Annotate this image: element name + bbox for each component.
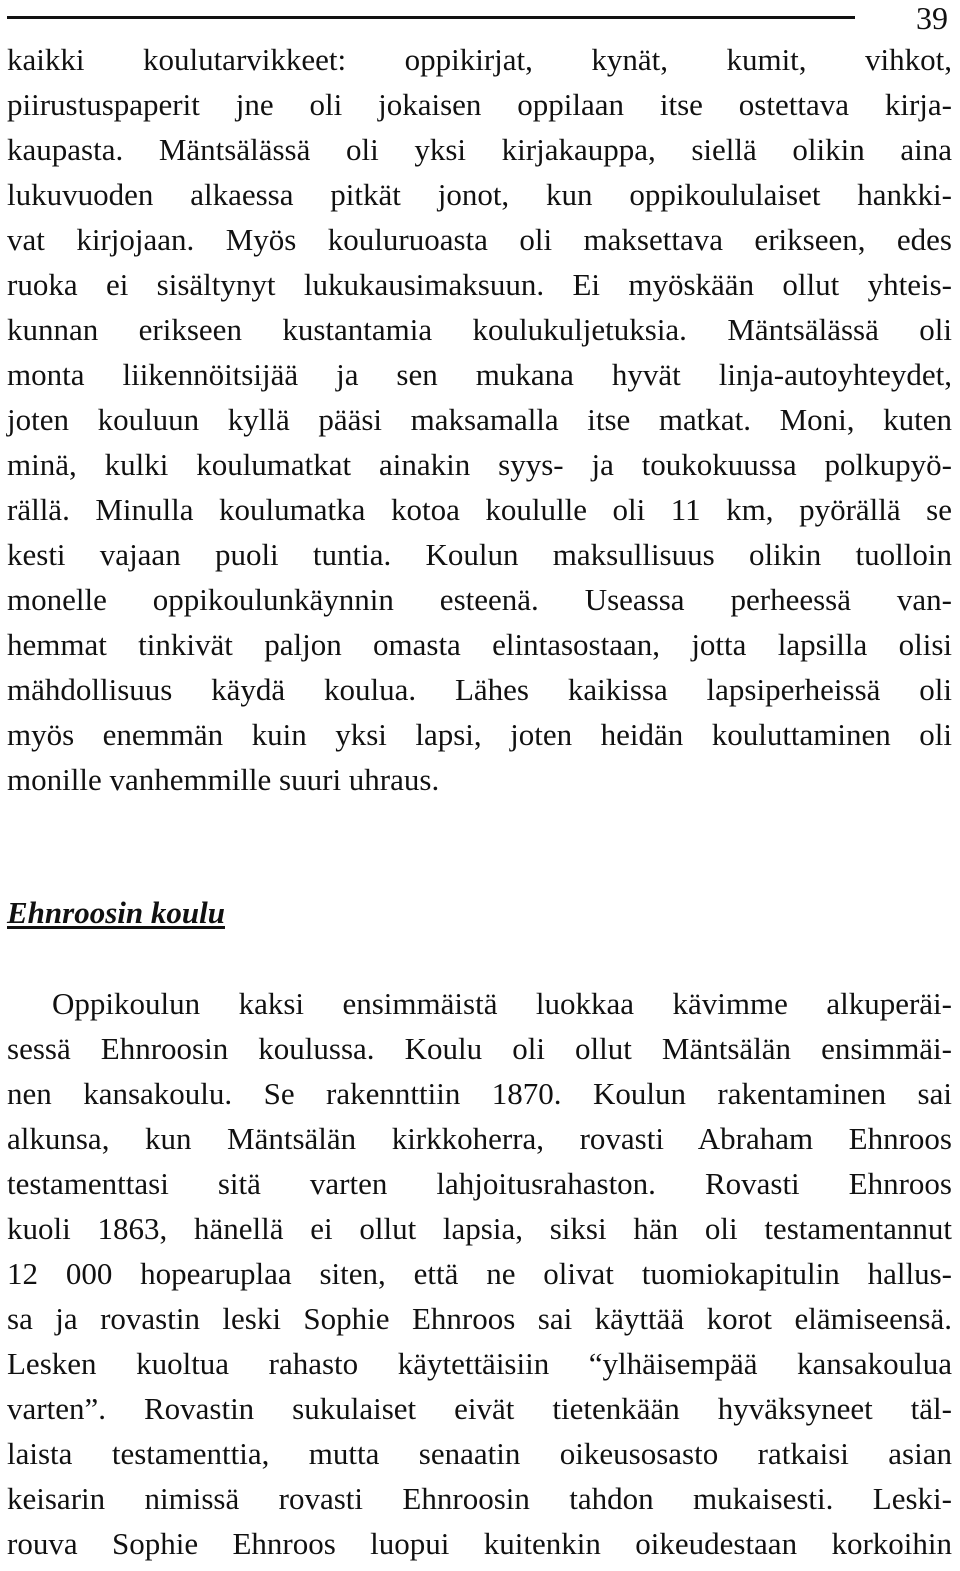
text-line: Oppikoulun kaksi ensimmäistä luokkaa kävimme alkuperäi- [52,986,952,1021]
text-line: kuoli 1863, hänellä ei ollut lapsia, siksi hän oli testamentannut [7,1211,952,1246]
text-line: minä, kulki koulumatkat ainakin syys- ja toukokuussa polkupyö- [7,447,952,482]
text-line: keisarin nimissä rovasti Ehnroosin tahdon mukaisesti. Leski- [7,1481,952,1516]
text-line: laista testamenttia, mutta senaatin oikeusosasto ratkaisi asian [7,1436,952,1471]
text-line: rällä. Minulla koulumatka kotoa koululle oli 11 km, pyörällä se [7,492,952,527]
text-line: piirustuspaperit jne oli jokaisen oppilaan itse ostettava kirja- [7,87,952,122]
text-line: sessä Ehnroosin koulussa. Koulu oli ollut Mäntsälän ensimmäi- [7,1031,952,1066]
text-line: sa ja rovastin leski Sophie Ehnroos sai käyttää korot elämiseensä. [7,1301,952,1336]
text-line: vat kirjojaan. Myös kouluruoasta oli maksettava erikseen, edes [7,222,952,257]
text-line: kesti vajaan puoli tuntia. Koulun maksullisuus olikin tuolloin [7,537,952,572]
page-number: 39 [916,0,948,36]
text-line: testamenttasi sitä varten lahjoitusrahaston. Rovasti Ehnroos [7,1166,952,1201]
text-line: Lesken kuoltua rahasto käytettäisiin “ylhäisempää kansakoulua [7,1346,952,1381]
section-heading: Ehnroosin koulu [7,895,225,930]
text-line: myös enemmän kuin yksi lapsi, joten heidän kouluttaminen oli [7,717,952,752]
text-line: monelle oppikoulunkäynnin esteenä. Useassa perheessä van- [7,582,952,617]
text-line: kaikki koulutarvikkeet: oppikirjat, kynät, kumit, vihkot, [7,42,952,77]
text-line: mähdollisuus käydä koulua. Lähes kaikissa lapsiperheissä oli [7,672,952,707]
text-line: monille vanhemmille suuri uhraus. [7,762,440,797]
text-line: alkunsa, kun Mäntsälän kirkkoherra, rovasti Abraham Ehnroos [7,1121,952,1156]
text-line: ruoka ei sisältynyt lukukausimaksuun. Ei myöskään ollut yhteis- [7,267,952,302]
text-line: nen kansakoulu. Se rakennttiin 1870. Koulun rakentaminen sai [7,1076,952,1111]
header-rule [7,16,855,19]
text-line: monta liikennöitsijää ja sen mukana hyvät linja-autoyhteydet, [7,357,952,392]
text-line: 12 000 hopearuplaa siten, että ne olivat tuomiokapitulin hallus- [7,1256,952,1291]
text-line: joten kouluun kyllä pääsi maksamalla itse matkat. Moni, kuten [7,402,952,437]
text-line: kunnan erikseen kustantamia koulukuljetuksia. Mäntsälässä oli [7,312,952,347]
text-line: lukuvuoden alkaessa pitkät jonot, kun oppikoululaiset hankki- [7,177,952,212]
text-line: rouva Sophie Ehnroos luopui kuitenkin oikeudestaan korkoihin [7,1526,952,1561]
text-line: hemmat tinkivät paljon omasta elintasostaan, jotta lapsilla olisi [7,627,952,662]
text-line: varten”. Rovastin sukulaiset eivät tietenkään hyväksyneet täl- [7,1391,952,1426]
text-line: kaupasta. Mäntsälässä oli yksi kirjakauppa, siellä olikin aina [7,132,952,167]
